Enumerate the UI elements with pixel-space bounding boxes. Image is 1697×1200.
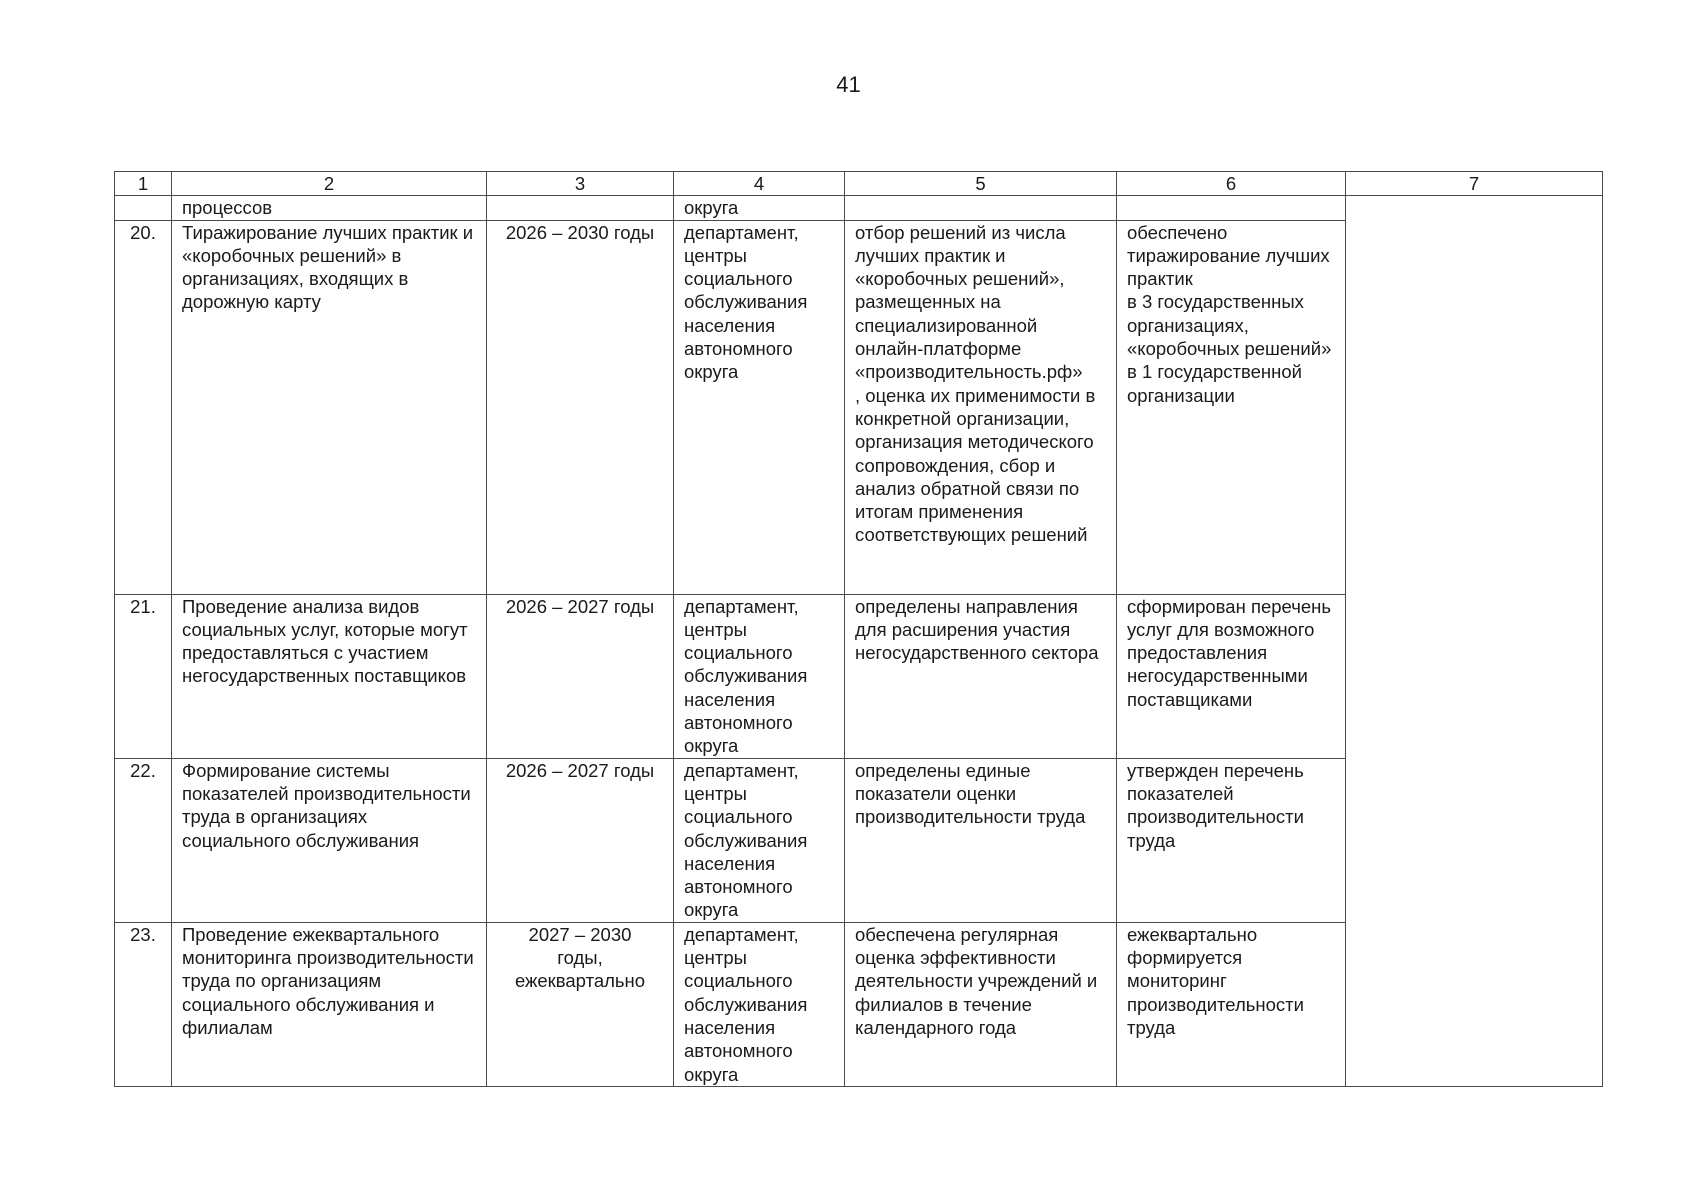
cell-result: определены направления для расширения участия негосударственного сектора [845,594,1117,758]
cell-col7-merged [1346,196,1603,1087]
table-row-continuation [115,196,1603,220]
header-col-5: 5 [845,172,1117,196]
header-col-1: 1 [115,172,172,196]
cell-result: обеспечена регулярная оценка эффективности деятельности учреждений и филиалов в течение календарного года [845,922,1117,1086]
header-col-3: 3 [487,172,674,196]
cell-indicator: утвержден перечень показателей производительности труда [1117,758,1346,922]
cell-period [487,196,674,220]
cell-result: определены единые показатели оценки производительности труда [845,758,1117,922]
cell-num [115,196,172,220]
cell-num: 20. [115,220,172,594]
cell-period: 2027 – 2030 годы, ежеквартально [487,922,674,1086]
cell-num: 23. [115,922,172,1086]
cell-responsible: округа [674,196,845,220]
cell-result [845,196,1117,220]
header-col-6: 6 [1117,172,1346,196]
roadmap-table [114,171,1603,1087]
cell-name: Формирование системы показателей производительности труда в организациях социального обслуживания [172,758,487,922]
cell-name: Проведение анализа видов социальных услуг, которые могут предоставляться с участием негосударственных поставщиков [172,594,487,758]
cell-responsible: департамент, центры социального обслуживания населения автономного округа [674,922,845,1086]
cell-num: 21. [115,594,172,758]
cell-result: отбор решений из числа лучших практик и «коробочных решений», размещенных на специализированной онлайн-платформе «производительность.рф» , оценка их применимости в конкретной организации, организация методического сопровождения, сбор и анализ обратной связи по итогам применения соответствующих решений [845,220,1117,594]
cell-period: 2026 – 2027 годы [487,758,674,922]
header-col-4: 4 [674,172,845,196]
cell-indicator: сформирован перечень услуг для возможного предоставления негосударственными поставщиками [1117,594,1346,758]
cell-indicator: ежеквартально формируется мониторинг производительности труда [1117,922,1346,1086]
page-number: 41 [836,72,861,97]
cell-period: 2026 – 2030 годы [487,220,674,594]
cell-name: Проведение ежеквартального мониторинга производительности труда по организациям социального обслуживания и филиалам [172,922,487,1086]
cell-period: 2026 – 2027 годы [487,594,674,758]
header-col-2: 2 [172,172,487,196]
cell-name: процессов [172,196,487,220]
cell-name: Тиражирование лучших практик и «коробочных решений» в организациях, входящих в дорожную карту [172,220,487,594]
table-header-row [115,172,1603,196]
cell-num: 22. [115,758,172,922]
cell-responsible: департамент, центры социального обслуживания населения автономного округа [674,594,845,758]
cell-responsible: департамент, центры социального обслуживания населения автономного округа [674,758,845,922]
cell-responsible: департамент, центры социального обслуживания населения автономного округа [674,220,845,594]
header-col-7: 7 [1346,172,1603,196]
cell-indicator [1117,196,1346,220]
cell-indicator: обеспечено тиражирование лучших практик в 3 государственных организациях, «коробочных решений» в 1 государственной организации [1117,220,1346,594]
